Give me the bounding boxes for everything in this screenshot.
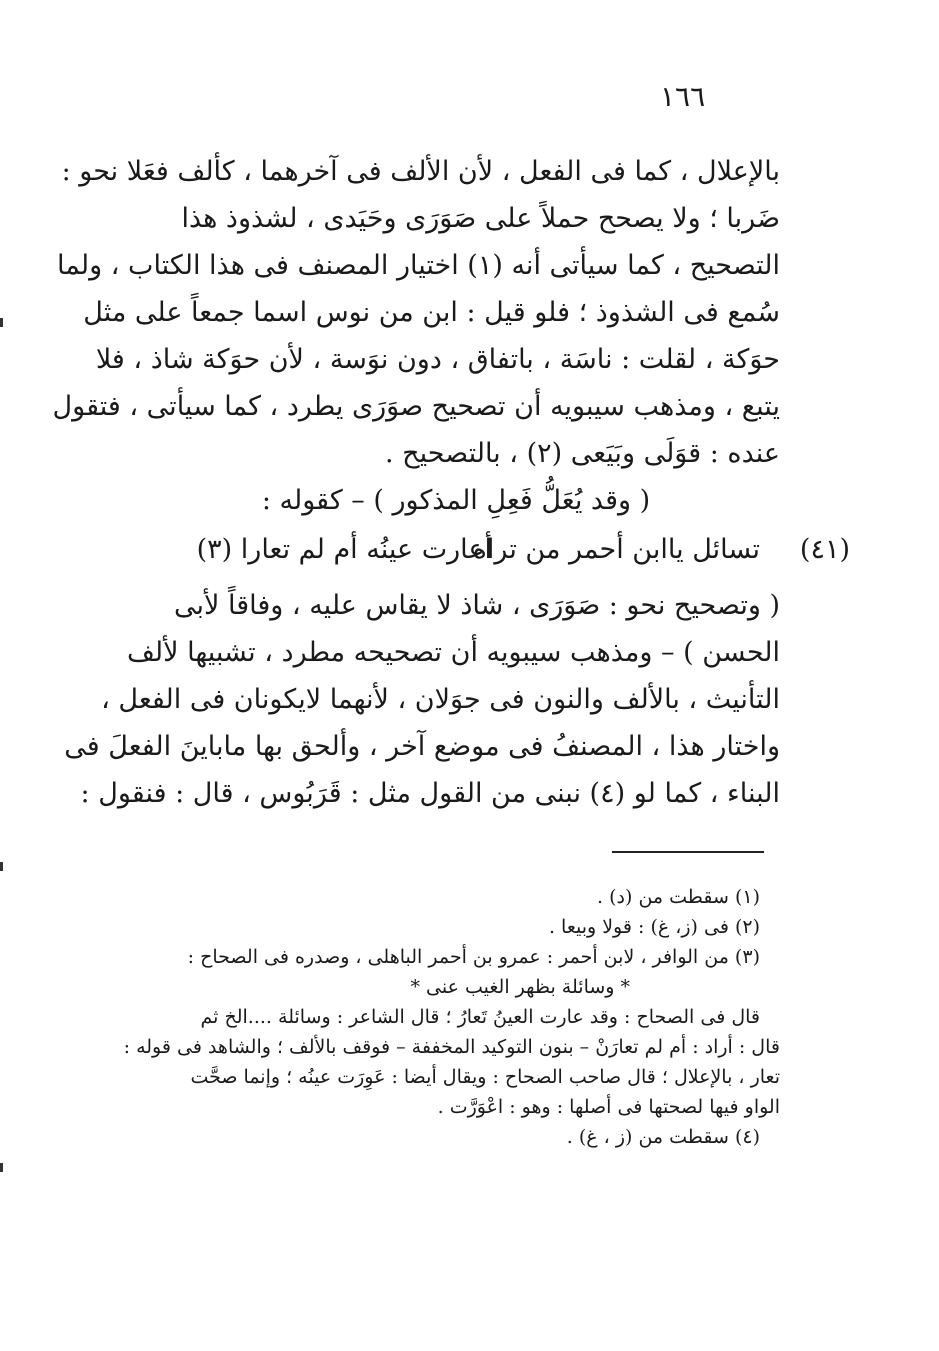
text-line: التصحيح ، كما سيأتى أنه (١) اختيار المصنف فى هذا الكتاب ، ولما: [57, 250, 780, 281]
text-line: ( وتصحيح نحو : صَوَرَى ، شاذ لا يقاس عليه ، وفاقاً لأبى: [174, 590, 780, 621]
text-line: بالإعلال ، كما فى الفعل ، لأن الألف فى آخرهما ، كألف فعَلا نحو :: [61, 156, 780, 187]
footnote-continuation: تعار ، بالإعلال ؛ قال صاحب الصحاح : ويقال أيضا : عَوِرَت عينُه ؛ وإنما صحَّت: [190, 1066, 780, 1088]
footnote: (١) سقطت من (د) .: [597, 886, 760, 908]
text-line: عنده : قوَلَى وبَيَعى (٢) ، بالتصحيح .: [385, 438, 780, 469]
text-line: حوَكة ، لقلت : ناسَة ، باتفاق ، دون نوَسة ، لأن حوَكة شاذ ، فلا: [95, 344, 780, 375]
footnote-continuation: قال : أراد : أم لم تعارَنْ – بنون التوكيد المخففة – فوقف بالألف ؛ والشاهد فى قوله :: [123, 1036, 780, 1058]
footnote-continuation: قال فى الصحاح : وقد عارت العينُ تَعارُ ؛ قال الشاعر : وسائلة ....الخ ثم: [200, 1006, 760, 1028]
footnote-separator: [612, 851, 764, 853]
margin-mark: [0, 1163, 3, 1172]
text-line: واختار هذا ، المصنفُ فى موضع آخر ، وألحق بها ماباينَ الفعلَ فى: [64, 731, 780, 762]
text-line: سُمع فى الشذوذ ؛ فلو قيل : ابن من نوس اسما جمعاً على مثل: [83, 297, 780, 328]
footnotes: [123, 882, 780, 1152]
verse-hemistich-second: أعارت عينُه أم لم تعارا (٣): [196, 534, 492, 565]
text-line: يتبع ، ومذهب سيبويه أن تصحيح صوَرَى يطرد ، كما سيأتى ، فتقول: [52, 391, 780, 422]
main-text-continued: [64, 582, 780, 817]
footnote: (٢) فى (ز، غ) : قولا وبيعا .: [548, 916, 760, 938]
margin-mark: [0, 862, 3, 871]
verse-hemistich-first: تسائل ياابن أحمر من تراه: [472, 534, 760, 565]
page-number: ١٦٦: [660, 80, 706, 113]
footnote-continuation: الواو فيها لصحتها فى أصلها : وهو : اعْوَرَّت .: [437, 1096, 780, 1118]
text-line: الحسن ) – ومذهب سيبويه أن تصحيحه مطرد ، تشبيها لألف: [126, 637, 780, 668]
quote-line: ( وقد يُعَلُّ فَعِلِ المذكور ) – كقوله :: [261, 485, 651, 516]
footnote: (٤) سقطت من (ز ، غ) .: [566, 1126, 760, 1148]
text-line: التأنيث ، بالألف والنون فى جوَلان ، لأنهما لايكونان فى الفعل ،: [101, 684, 780, 715]
text-line: البناء ، كما لو (٤) نبنى من القول مثل : قَرَبُوس ، قال : فنقول :: [80, 778, 780, 809]
text-line: ضَربا ؛ ولا يصحح حملاً على صَوَرَى وحَيَدى ، لشذوذ هذا: [181, 203, 780, 234]
main-text: [52, 148, 780, 524]
footnote: (٣) من الوافر ، لابن أحمر : عمرو بن أحمر الباهلى ، وصدره فى الصحاح :: [187, 946, 760, 968]
margin-mark: [0, 318, 3, 327]
footnote-verse-quote: * وسائلة بظهر الغيب عنى *: [410, 976, 630, 998]
verse-number: (٤١): [799, 534, 850, 565]
